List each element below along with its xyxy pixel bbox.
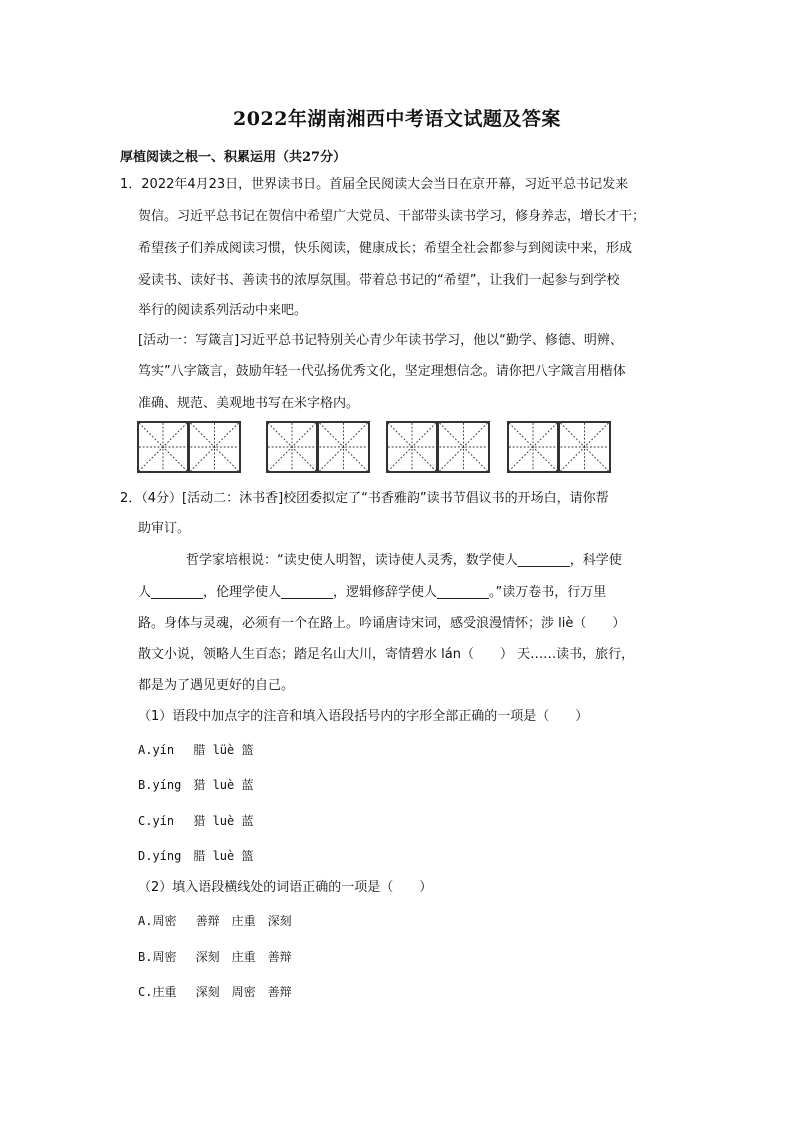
q2-sub1-option[interactable]: B.yíng 猎 luè 蓝 <box>138 778 254 792</box>
mizi-grid-group <box>137 421 241 477</box>
mizi-cell[interactable] <box>137 421 189 473</box>
mizi-cell[interactable] <box>189 421 241 473</box>
mizi-grid-group <box>507 421 611 477</box>
mizi-cell[interactable] <box>386 421 438 473</box>
q1-line: 笃实”八字箴言，鼓励年轻一代弘扬优秀文化，坚定理想信念。请你把八字箴言用楷体 <box>138 364 626 379</box>
q1-line: 举行的阅读系列活动中来吧。 <box>138 303 308 318</box>
q2-line: 都是为了遇见更好的自己。 <box>138 678 295 693</box>
q1-line: 爱读书、读好书、善读书的浓厚氛围。带着总书记的“希望”，让我们一起参与到学校 <box>138 273 620 288</box>
q2-line: 人________，伦理学使人________，逻辑修辞学使人________。”读万卷书，行万里 <box>138 585 607 600</box>
q1-line: 准确、规范、美观地书写在米字格内。 <box>138 396 360 411</box>
q2-sub1-option[interactable]: A.yín 腊 lüè 篮 <box>138 743 254 757</box>
q2-sub1-option[interactable]: D.yíng 腊 luè 篮 <box>138 849 254 863</box>
q2-sub2-question: （2）填入语段横线处的词语正确的一项是（ ） <box>138 880 433 895</box>
mizi-cell[interactable] <box>559 421 611 473</box>
q2-sub2-option[interactable]: A.周密 善辩 庄重 深刻 <box>138 914 292 928</box>
q1-line: 1．2022年4月23日，世界读书日。首届全民阅读大会当日在京开幕，习近平总书记发来 <box>120 177 629 192</box>
section-heading: 厚植阅读之根一、积累运用（共27分） <box>120 150 347 165</box>
document-title: 2022年湖南湘西中考语文试题及答案 <box>233 108 561 130</box>
q2-sub2-option[interactable]: C.庄重 深刻 周密 善辩 <box>138 985 292 999</box>
q1-line: [活动一：写箴言]习近平总书记特别关心青少年读书学习，他以“勤学、修德、明辨、 <box>138 333 623 348</box>
q2-line: 路。身体与灵魂，必须有一个在路上。吟诵唐诗宋词，感受浪漫情怀；涉 liè（ ） <box>138 616 626 631</box>
mizi-grid-group <box>386 421 490 477</box>
q1-line: 希望孩子们养成阅读习惯，快乐阅读，健康成长；希望全社会都参与到阅读中来，形成 <box>138 241 633 256</box>
q2-sub2-option[interactable]: B.周密 深刻 庄重 善辩 <box>138 950 292 964</box>
mizi-grid-group <box>266 421 370 477</box>
q2-sub1-option[interactable]: C.yín 猎 luè 蓝 <box>138 814 254 828</box>
q2-line: 散文小说，领略人生百态；踏足名山大川，寄情碧水 lán（ ） 天……读书，旅行， <box>138 647 635 662</box>
q1-line: 贺信。习近平总书记在贺信中希望广大党员、干部带头读书学习，修身养志，增长才干； <box>138 209 646 224</box>
q2-line: 哲学家培根说：“读史使人明智，读诗使人灵秀，数学使人________，科学使 <box>186 553 622 568</box>
mizi-cell[interactable] <box>507 421 559 473</box>
q2-line: 助审订。 <box>138 521 191 536</box>
mizi-cell[interactable] <box>318 421 370 473</box>
q2-line: 2．（4分）[活动二：沐书香]校团委拟定了“书香雅韵”读书节倡议书的开场白，请你帮 <box>120 491 609 506</box>
mizi-cell[interactable] <box>438 421 490 473</box>
mizi-cell[interactable] <box>266 421 318 473</box>
q2-sub1-question: （1）语段中加点字的注音和填入语段括号内的字形全部正确的一项是（ ） <box>138 709 589 724</box>
